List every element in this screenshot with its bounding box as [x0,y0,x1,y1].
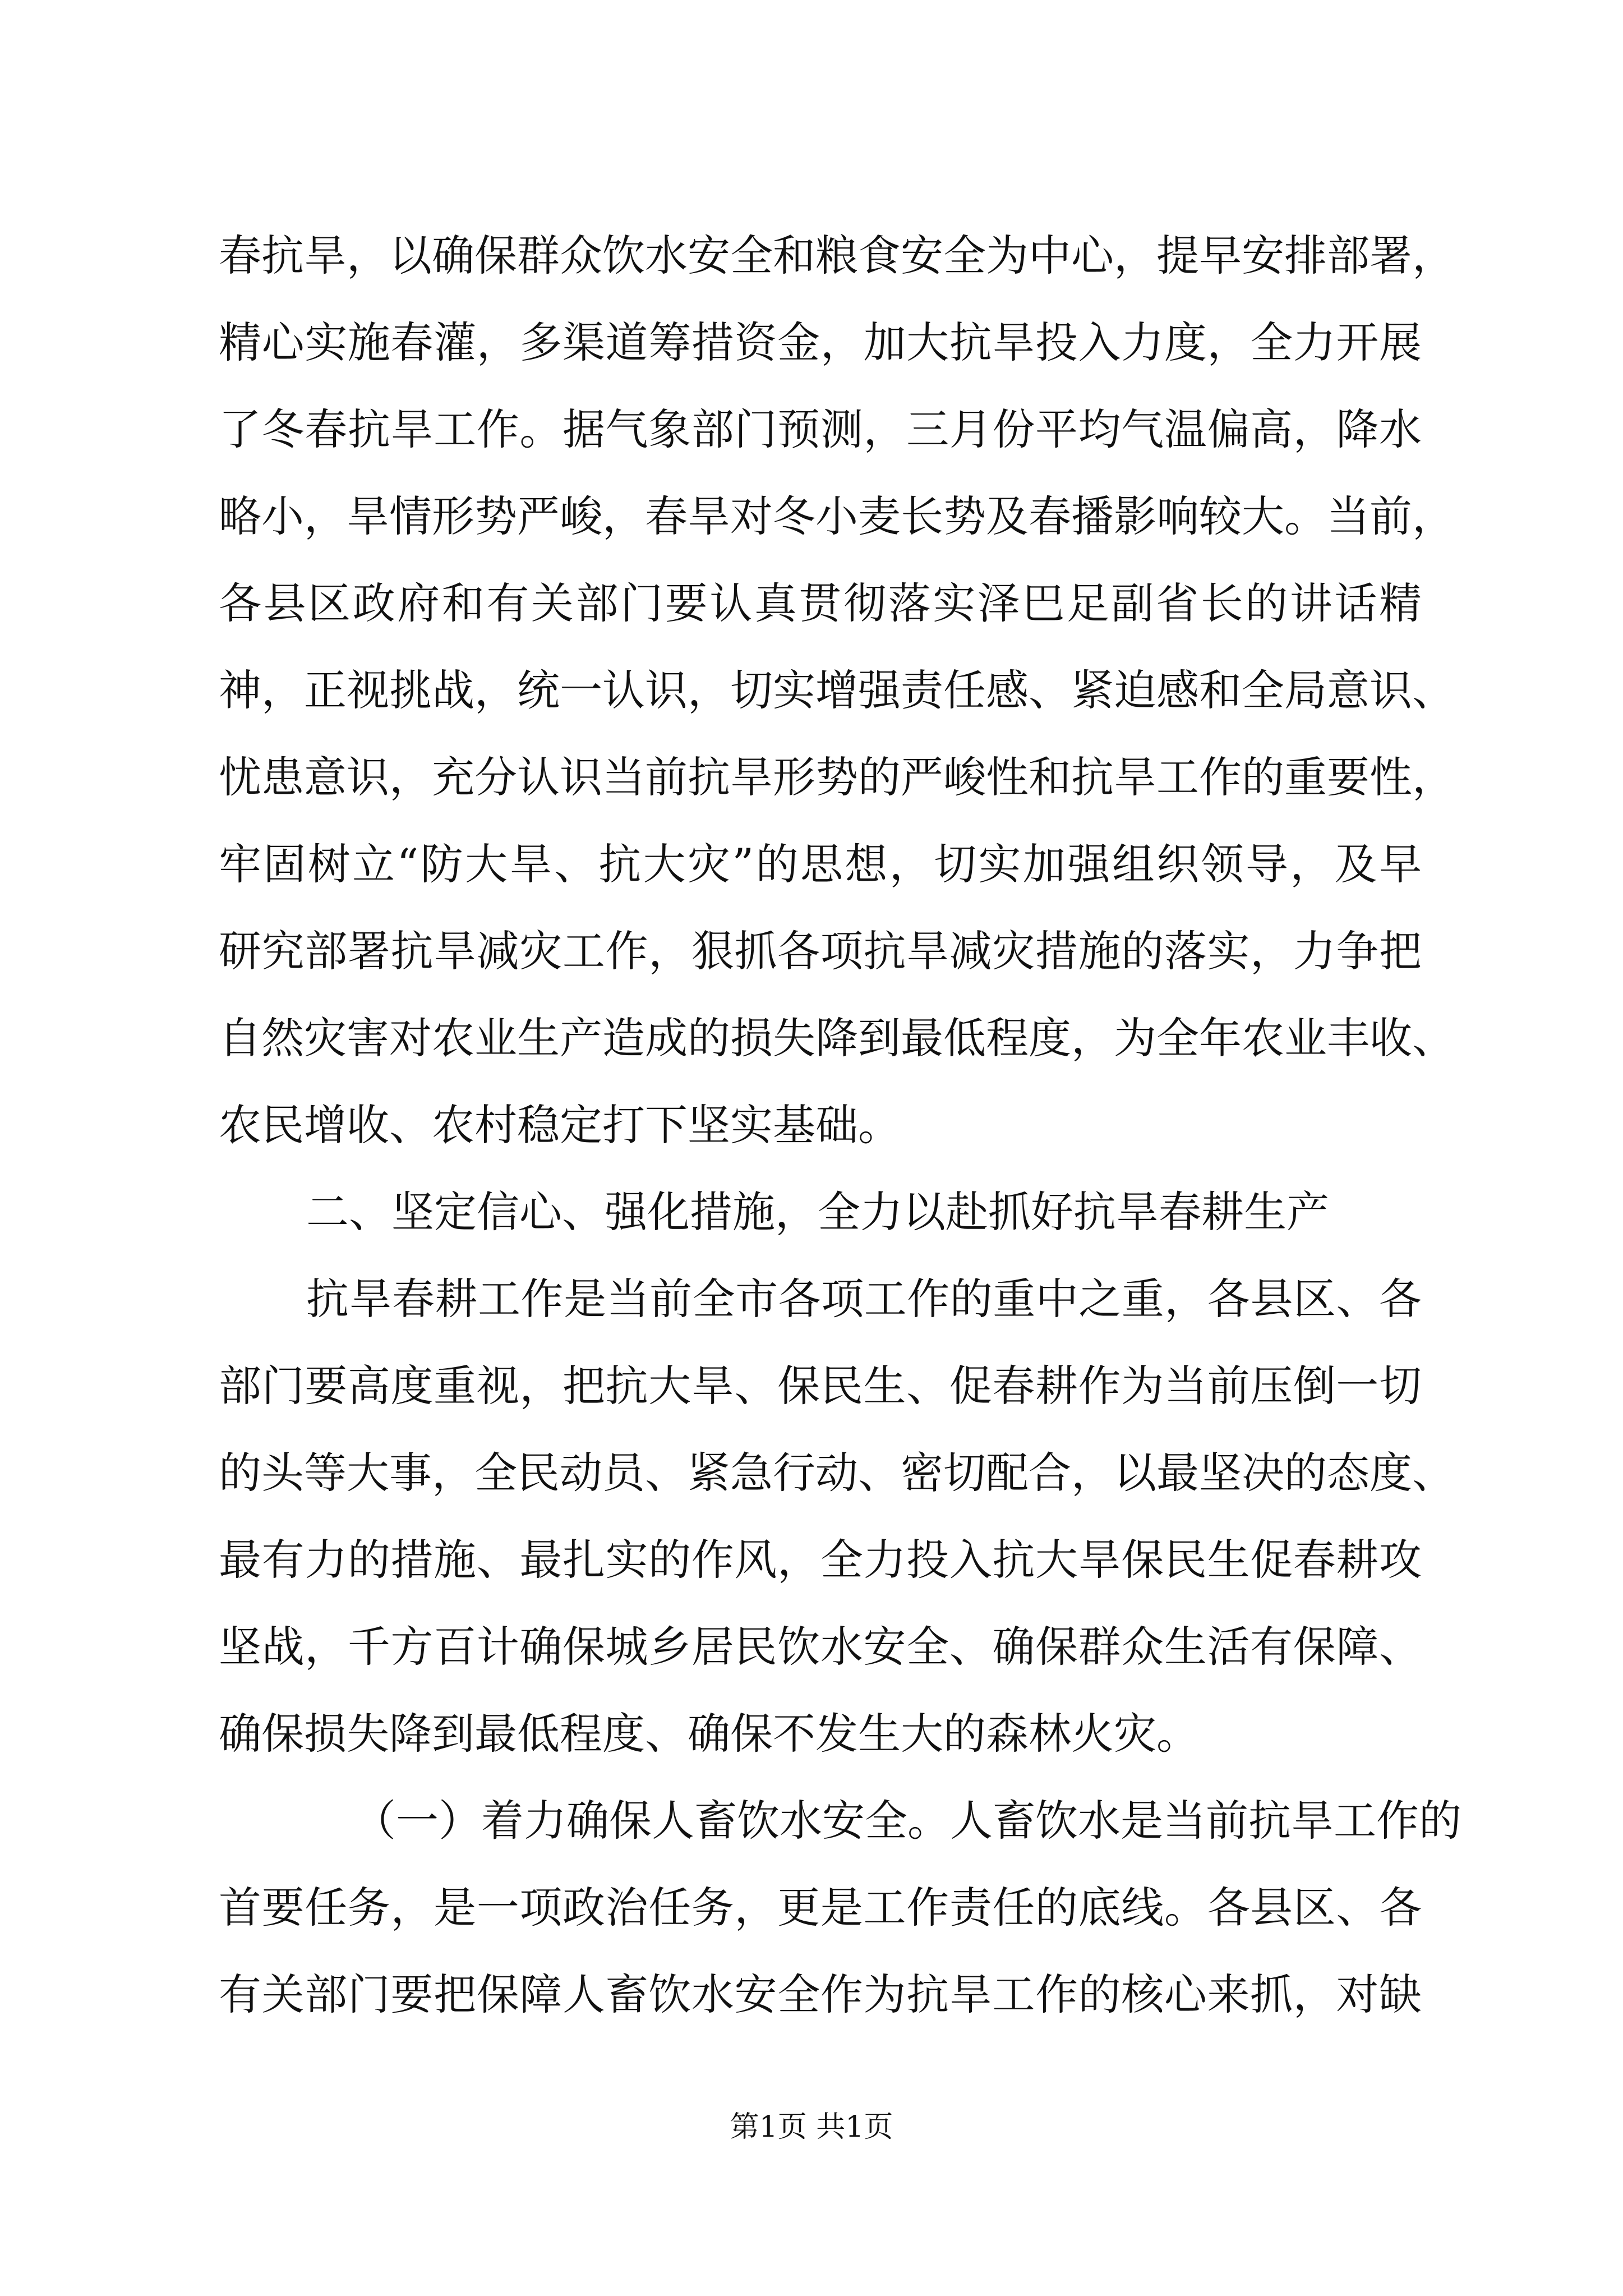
text-line: 精心实施春灌，多渠道筹措资金，加大抗旱投入力度，全力开展 [219,318,1422,367]
text-line: 的头等大事，全民动员、紧急行动、密切配合，以最坚决的态度、 [219,1448,1455,1498]
page-footer: 第1页 共1页 [730,2110,893,2144]
text-line: 农民增收、农村稳定打下坚实基础。 [219,1100,901,1150]
text-line: 抗旱春耕工作是当前全市各项工作的重中之重，各县区、各 [306,1274,1422,1324]
section-heading: 二、坚定信心、强化措施，全力以赴抓好抗旱春耕生产 [306,1187,1329,1237]
text-line: 研究部署抗旱减灾工作，狠抓各项抗旱减灾措施的落实，力争把 [219,926,1422,976]
text-line: 春抗旱，以确保群众饮水安全和粮食安全为中心，提早安排部署， [219,231,1455,280]
text-line: 忧患意识，充分认识当前抗旱形势的严峻性和抗旱工作的重要性， [219,752,1455,802]
text-line: 有关部门要把保障人畜饮水安全作为抗旱工作的核心来抓，对缺 [219,1970,1422,2019]
text-line: 首要任务，是一项政治任务，更是工作责任的底线。各县区、各 [219,1883,1422,1932]
text-line: 坚战，千方百计确保城乡居民饮水安全、确保群众生活有保障、 [219,1622,1422,1672]
text-line: 部门要高度重视，把抗大旱、保民生、促春耕作为当前压倒一切 [219,1361,1422,1411]
text-line: 略小，旱情形势严峻，春旱对冬小麦长势及春播影响较大。当前， [219,491,1455,541]
text-line: 牢固树立“防大旱、抗大灾”的思想，切实加强组织领导，及早 [219,839,1422,889]
subsection-line: （一）着力确保人畜饮水安全。人畜饮水是当前抗旱工作的 [353,1796,1461,1846]
document-body [219,212,1461,2038]
text-line: 最有力的措施、最扎实的作风，全力投入抗大旱保民生促春耕攻 [219,1535,1422,1585]
text-line: 确保损失降到最低程度、确保不发生大的森林火灾。 [219,1709,1199,1759]
text-line: 自然灾害对农业生产造成的损失降到最低程度，为全年农业丰收、 [219,1013,1455,1063]
text-line: 神，正视挑战，统一认识，切实增强责任感、紧迫感和全局意识、 [219,665,1455,715]
text-line: 了冬春抗旱工作。据气象部门预测，三月份平均气温偏高，降水 [219,404,1422,454]
text-line: 各县区政府和有关部门要认真贯彻落实泽巴足副省长的讲话精 [219,578,1422,628]
